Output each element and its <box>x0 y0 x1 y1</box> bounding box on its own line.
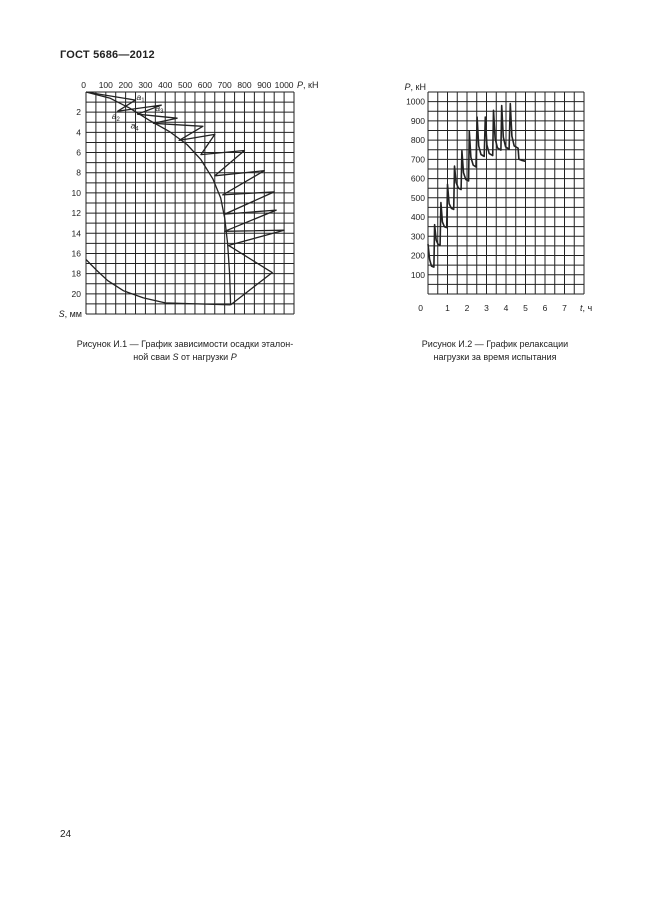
chart1-annotation: $a_3$ <box>155 103 164 116</box>
chart1-grid <box>86 92 294 314</box>
chart2-y-tick-label: 100 <box>410 269 425 280</box>
chart2-y-tick-label: 1000 <box>406 96 425 107</box>
chart2-x-tick-label: 6 <box>542 303 548 313</box>
chart2-origin-label: 0 <box>418 303 423 313</box>
chart1-x-tick-label: 700 <box>217 80 232 90</box>
chart1-series-lower_curve <box>86 260 231 305</box>
chart2-y-tick-label: 400 <box>410 212 425 223</box>
chart1-annotation: $a_1$ <box>136 92 145 105</box>
chart1-y-tick-label: 10 <box>71 187 81 198</box>
chart1-y-tick-label: 8 <box>76 167 81 178</box>
figure2-caption-line1: Рисунок И.2 — График релаксации <box>421 339 569 349</box>
figure1-caption-line2 <box>55 351 315 364</box>
chart2-y-tick-label: 900 <box>410 115 425 126</box>
chart1-x-tick-label: 600 <box>197 80 212 90</box>
chart1-y-tick-label: 14 <box>71 228 81 239</box>
caption-text: ной сваи <box>133 352 173 362</box>
chart2-y-tick-label: 600 <box>410 173 425 184</box>
chart2-x-tick-label: 1 <box>445 303 450 313</box>
chart1-y-tick-label: 20 <box>71 288 81 299</box>
chart1-annotation: $a_4$ <box>130 120 139 133</box>
chart2-grid <box>428 92 584 294</box>
chart2-x-tick-label: 2 <box>464 303 470 313</box>
chart1-x-tick-label: 800 <box>237 80 252 90</box>
chart2-y-tick-label: 200 <box>410 250 425 261</box>
chart1-x-tick-label: 900 <box>257 80 272 90</box>
chart1-x-tick-label: 500 <box>177 80 193 90</box>
figure2-caption-line2: нагрузки за время испытания <box>433 352 557 362</box>
chart2-x-axis-label: t, ч <box>580 303 593 313</box>
caption-text: от нагрузки <box>178 352 231 362</box>
chart2-y-tick-label: 700 <box>410 154 425 165</box>
chart1-series-envelope <box>86 92 231 305</box>
chart1-annotation: $a_2$ <box>111 111 120 124</box>
chart2-series-load_relaxation <box>428 104 526 268</box>
chart1-x-tick-label: 300 <box>138 80 153 90</box>
caption-symbol-p: P <box>230 352 237 362</box>
chart2-y-tick-label: 300 <box>410 231 425 242</box>
chart1-x-tick-label: 400 <box>158 80 173 90</box>
chart1-y-axis-label: S, мм <box>58 309 82 319</box>
chart1-y-tick-label: 4 <box>76 127 81 138</box>
page-number: 24 <box>60 829 72 840</box>
chart2-x-tick-label: 5 <box>523 303 528 313</box>
figure2-caption <box>400 338 590 364</box>
chart1-series-load_unload <box>86 92 284 305</box>
chart1-x-tick-label: 0 <box>81 80 86 90</box>
chart1-x-tick-label: 200 <box>118 80 133 90</box>
chart1-y-tick-label: 16 <box>71 248 81 259</box>
chart2-y-tick-label: 500 <box>410 192 425 203</box>
document-header: ГОСТ 5686—2012 <box>60 49 155 61</box>
chart2-x-tick-label: 3 <box>484 303 489 313</box>
caption-symbol-s: S <box>172 352 179 362</box>
chart2-y-tick-label: 800 <box>410 135 425 146</box>
chart1-x-tick-label: 100 <box>98 80 113 90</box>
chart1-y-tick-label: 2 <box>76 107 81 118</box>
chart2-x-tick-label: 4 <box>503 303 509 313</box>
chart1-y-tick-label: 12 <box>71 208 81 219</box>
chart1-x-axis-label: P, кН <box>297 80 319 90</box>
chart2-y-axis-label: P, кН <box>404 82 426 92</box>
chart1-y-tick-label: 6 <box>76 147 81 158</box>
figure1-caption-line1: Рисунок И.1 — График зависимости осадки эталон- <box>76 339 294 349</box>
chart2-x-tick-label: 7 <box>562 303 567 313</box>
figure1-caption <box>55 338 315 364</box>
chart1-x-tick-label: 1000 <box>274 80 294 90</box>
chart1-y-tick-label: 18 <box>71 268 81 279</box>
